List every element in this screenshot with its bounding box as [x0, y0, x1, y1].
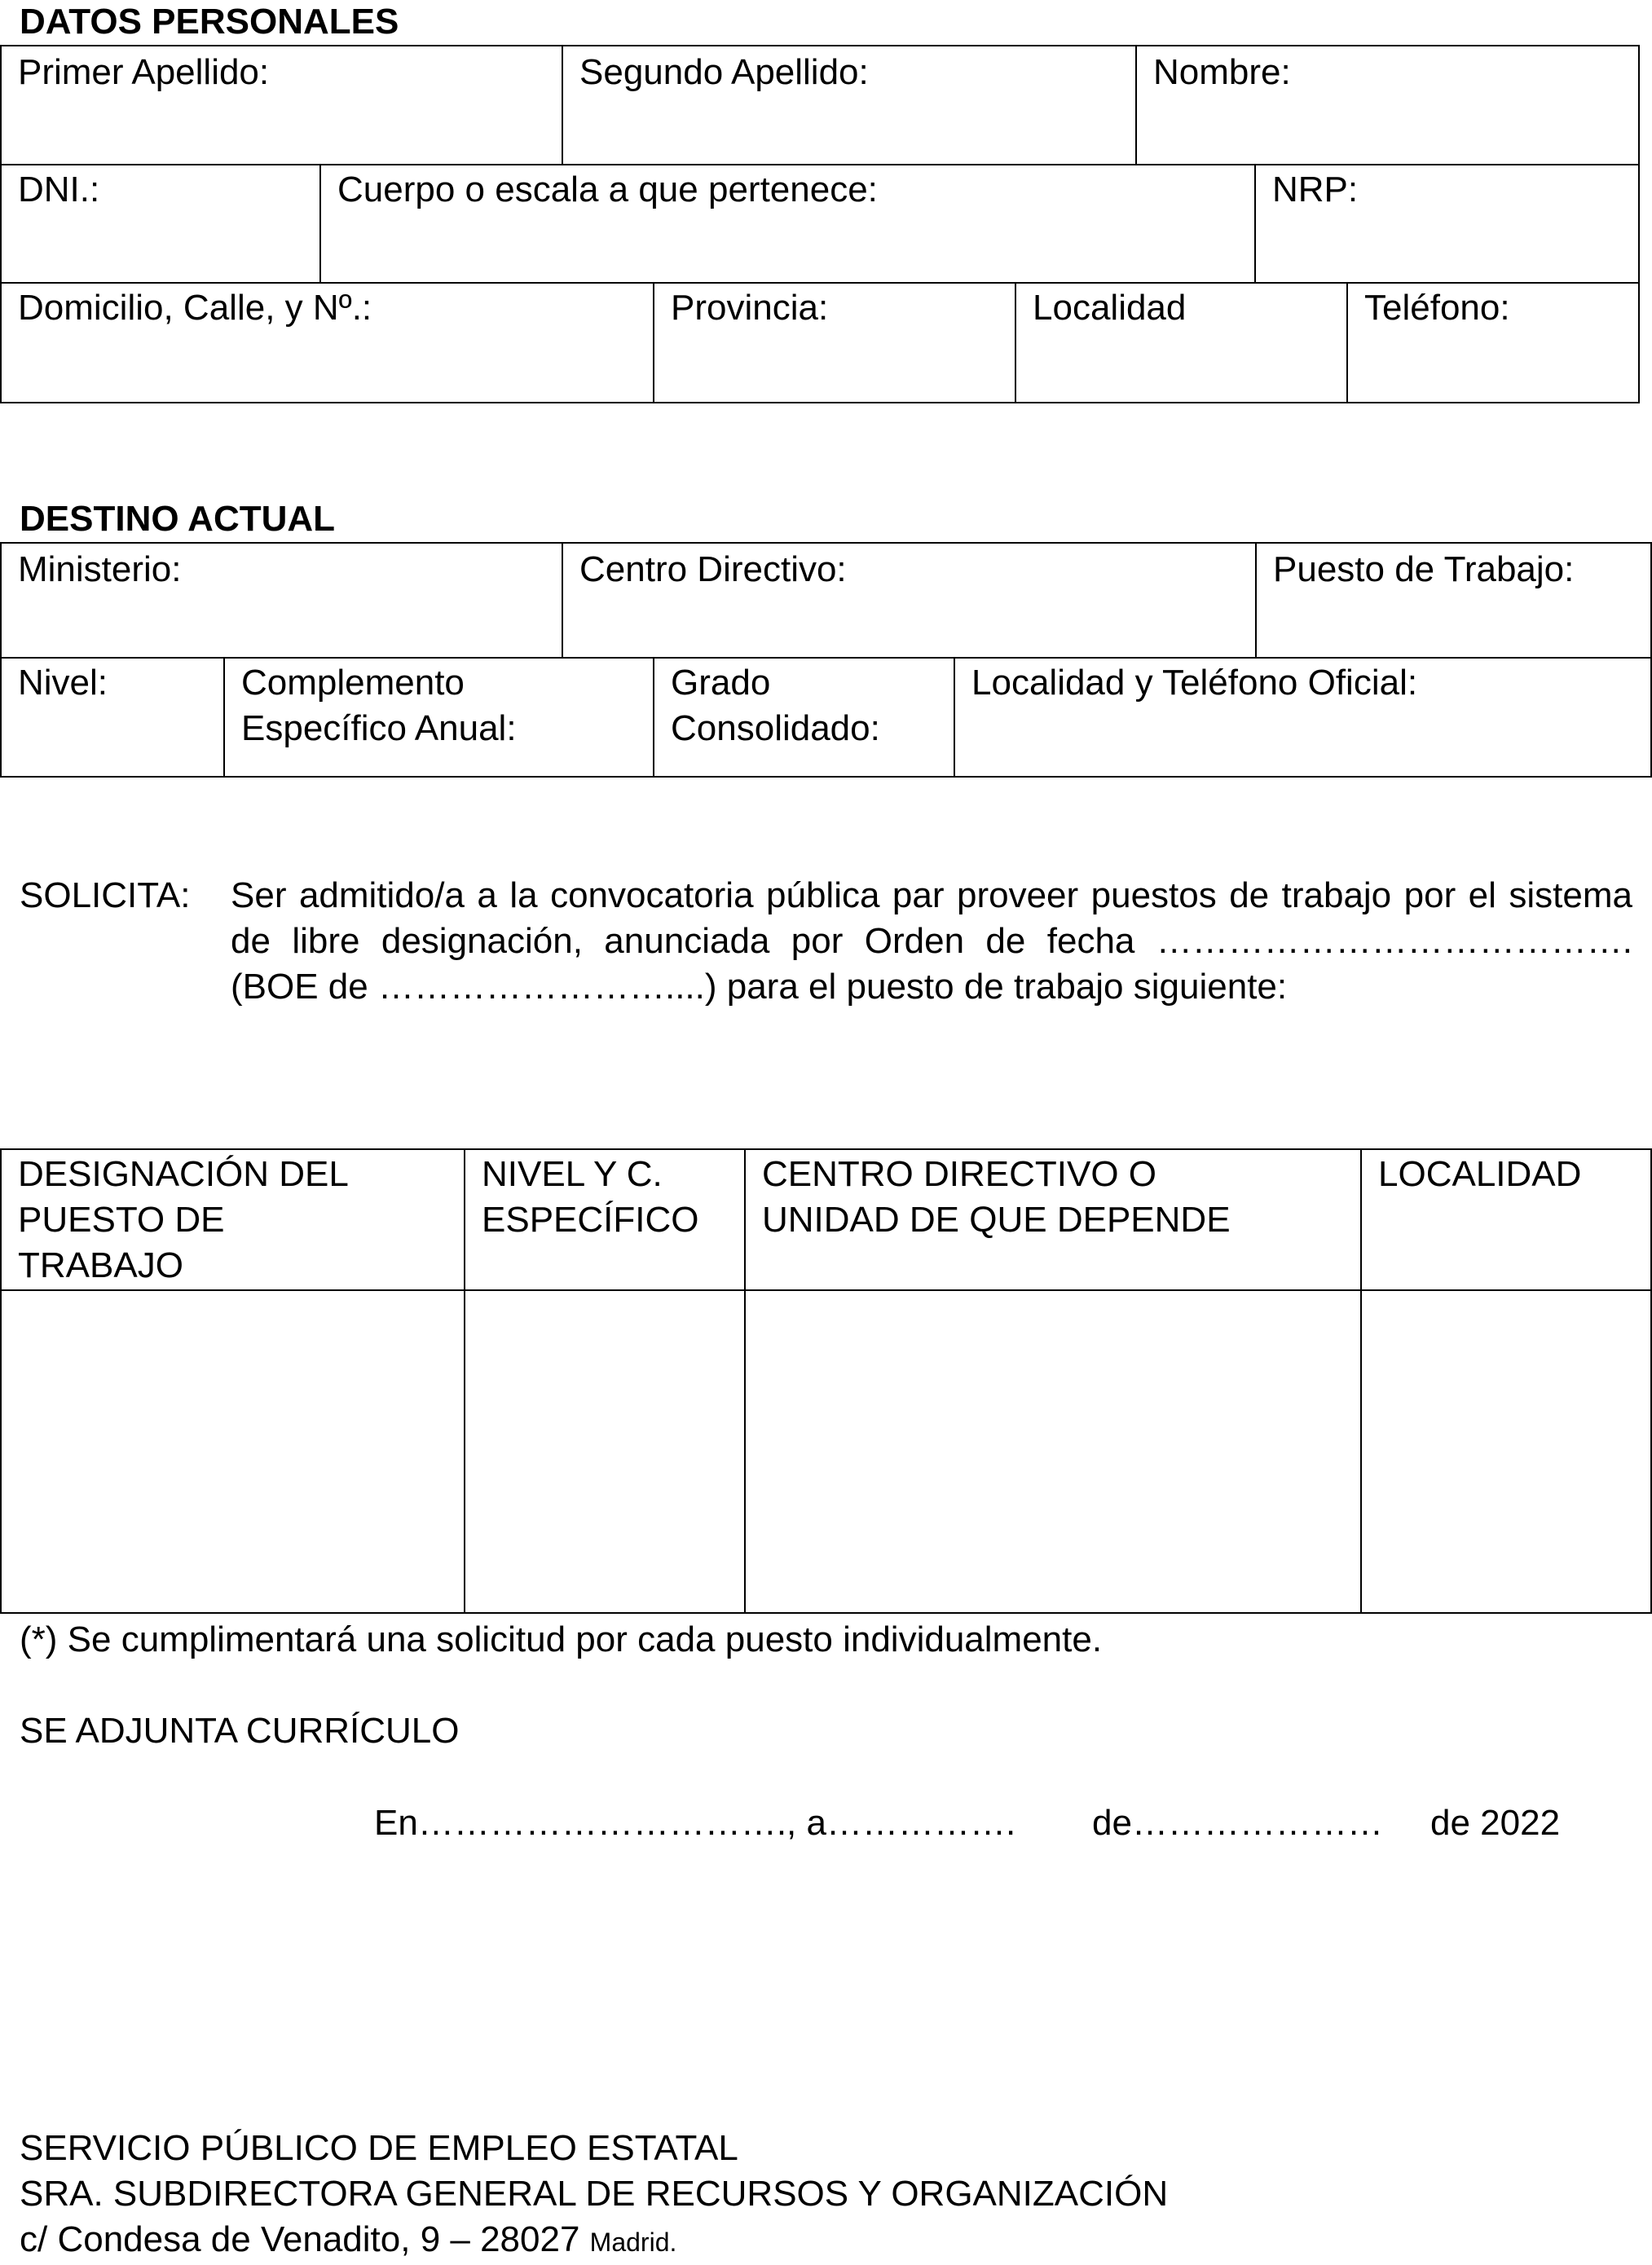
nivel-field[interactable]: Nivel: — [2, 657, 225, 776]
header-designacion — [2, 1150, 465, 1289]
complemento-label-line1: Complemento — [241, 663, 465, 703]
table-header-row — [2, 1150, 1650, 1289]
adjunta-curriculo-text: SE ADJUNTA CURRÍCULO — [20, 1711, 460, 1751]
table-row — [2, 1289, 1650, 1612]
destino-actual-table — [0, 542, 1652, 778]
table-row — [2, 164, 1638, 282]
primer-apellido-field[interactable]: Primer Apellido: — [2, 46, 563, 164]
header-nivel-especifico — [465, 1150, 746, 1289]
destinatario-linea2: SRA. SUBDIRECTORA GENERAL DE RECURSOS Y ORGANIZACIÓN — [20, 2174, 1169, 2214]
ciudad-text: Madrid. — [589, 2228, 677, 2257]
complemento-label-line2: Específico Anual: — [241, 708, 517, 748]
cuerpo-escala-field[interactable]: Cuerpo o escala a que pertenece: — [321, 164, 1256, 282]
grado-consolidado-field[interactable] — [654, 657, 955, 776]
destinatario-linea3 — [20, 2217, 676, 2265]
ministerio-field[interactable]: Ministerio: — [2, 544, 563, 657]
table-row — [2, 46, 1638, 164]
header-line: ESPECÍFICO — [482, 1200, 699, 1240]
dni-field[interactable]: DNI.: — [2, 164, 321, 282]
datos-personales-table — [0, 45, 1640, 403]
centro-directivo-field[interactable]: Centro Directivo: — [563, 544, 1257, 657]
solicita-text: Ser admitido/a a la convocatoria pública par proveer puestos de trabajo por el sistema de libre designación, anunciada por Orden de fecha …………………………………. (BOE de ……………………....) para el puesto de trabajo siguiente: — [231, 875, 1632, 1007]
localidad-input[interactable] — [1362, 1289, 1650, 1612]
header-localidad — [1362, 1150, 1650, 1289]
destino-actual-heading: DESTINO ACTUAL — [20, 499, 336, 539]
nota-text: (*) Se cumplimentará una solicitud por cada puesto individualmente. — [20, 1619, 1103, 1659]
fecha-anio-text: de 2022 — [1430, 1803, 1561, 1843]
fecha-en-text: En…………………………., a……………. — [374, 1803, 1016, 1843]
header-line: UNIDAD DE QUE DEPENDE — [762, 1200, 1231, 1240]
solicita-label: SOLICITA: — [20, 875, 191, 915]
segundo-apellido-field[interactable]: Segundo Apellido: — [563, 46, 1137, 164]
header-line: PUESTO DE — [18, 1200, 225, 1240]
nombre-field[interactable]: Nombre: — [1153, 52, 1291, 92]
grado-label-line1: Grado — [671, 663, 771, 703]
centro-directivo-input[interactable] — [746, 1289, 1362, 1612]
complemento-especifico-field[interactable] — [225, 657, 654, 776]
table-row — [2, 282, 1638, 402]
header-line: LOCALIDAD — [1378, 1154, 1582, 1194]
header-line: TRABAJO — [18, 1245, 183, 1285]
header-centro-directivo — [746, 1150, 1362, 1289]
table-row — [2, 544, 1650, 657]
header-line: DESIGNACIÓN DEL — [18, 1154, 349, 1194]
telefono-field[interactable]: Teléfono: — [1364, 288, 1510, 328]
puesto-trabajo-field[interactable]: Puesto de Trabajo: — [1273, 549, 1575, 589]
direccion-text: c/ Condesa de Venadito, 9 – 28027 — [20, 2219, 580, 2259]
localidad-field[interactable]: Localidad — [1016, 282, 1348, 402]
header-line: NIVEL Y C. — [482, 1154, 663, 1194]
datos-personales-heading: DATOS PERSONALES — [20, 2, 399, 42]
nivel-especifico-input[interactable] — [465, 1289, 746, 1612]
domicilio-field[interactable]: Domicilio, Calle, y Nº.: — [2, 282, 654, 402]
table-row — [2, 657, 1650, 776]
designacion-input[interactable] — [2, 1289, 465, 1612]
localidad-telefono-oficial-field[interactable]: Localidad y Teléfono Oficial: — [971, 663, 1418, 703]
nrp-field[interactable]: NRP: — [1272, 170, 1359, 209]
puesto-solicitado-table — [0, 1148, 1652, 1614]
destinatario-linea1: SERVICIO PÚBLICO DE EMPLEO ESTATAL — [20, 2128, 738, 2168]
grado-label-line2: Consolidado: — [671, 708, 880, 748]
fecha-de-text: de………………… — [1092, 1803, 1383, 1843]
provincia-field[interactable]: Provincia: — [654, 282, 1016, 402]
header-line: CENTRO DIRECTIVO O — [762, 1154, 1157, 1194]
